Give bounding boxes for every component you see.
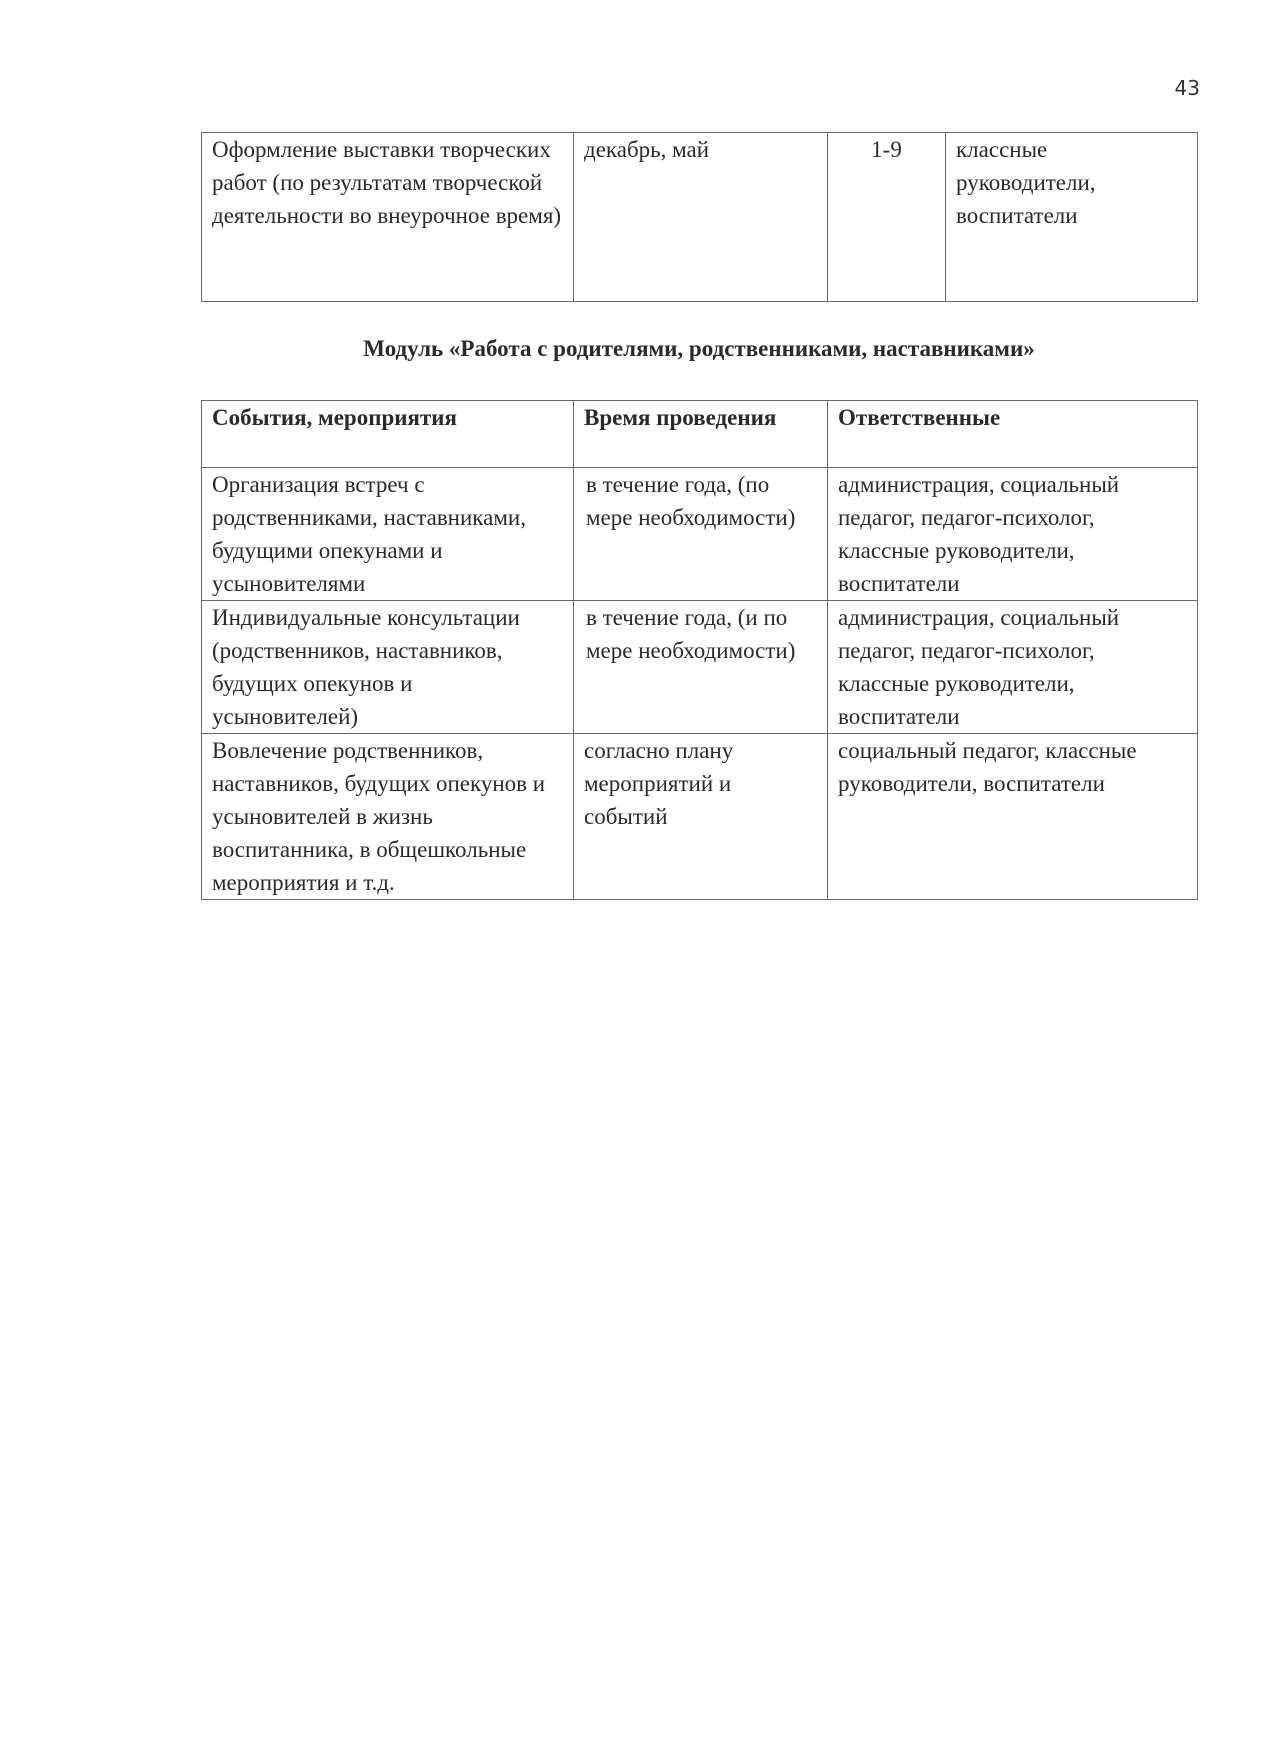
- event-cell: Вовлечение родственников, наставников, будущих опекунов и усыновителей в жизнь воспитанника, в общешкольные мероприятия и т.д.: [202, 734, 574, 900]
- header-event: События, мероприятия: [202, 401, 574, 468]
- header-time: Время проведения: [574, 401, 828, 468]
- activities-table-continued: [201, 132, 1198, 302]
- responsible-cell: социальный педагог, классные руководители, воспитатели: [828, 734, 1198, 900]
- table-row: [202, 133, 1198, 302]
- responsible-cell: администрация, социальный педагог, педагог-психолог, классные руководители, воспитатели: [828, 601, 1198, 734]
- responsible-cell: администрация, социальный педагог, педагог-психолог, классные руководители, воспитатели: [828, 468, 1198, 601]
- parents-module-table: [201, 400, 1198, 900]
- event-cell: Индивидуальные консультации (родственников, наставников, будущих опекунов и усыновителей): [202, 601, 574, 734]
- module-title: Модуль «Работа с родителями, родственниками, наставниками»: [363, 336, 1035, 361]
- classes-cell: 1-9: [828, 133, 946, 302]
- event-cell: Оформление выставки творческих работ (по результатам творческой деятельности во внеурочное время): [202, 133, 574, 302]
- time-cell: в течение года, (по мере необходимости): [574, 468, 828, 601]
- time-cell: декабрь, май: [574, 133, 828, 302]
- time-cell: в течение года, (и по мере необходимости): [574, 601, 828, 734]
- responsible-cell: классные руководители, воспитатели: [946, 133, 1198, 302]
- event-cell: Организация встреч с родственниками, наставниками, будущими опекунами и усыновителями: [202, 468, 574, 601]
- page-number: 43: [1174, 76, 1200, 100]
- header-responsible: Ответственные: [828, 401, 1198, 468]
- table-header-row: [202, 401, 1198, 468]
- table-row: [202, 734, 1198, 900]
- table-row: [202, 468, 1198, 601]
- table-row: [202, 601, 1198, 734]
- time-cell: согласно плану мероприятий и событий: [574, 734, 828, 900]
